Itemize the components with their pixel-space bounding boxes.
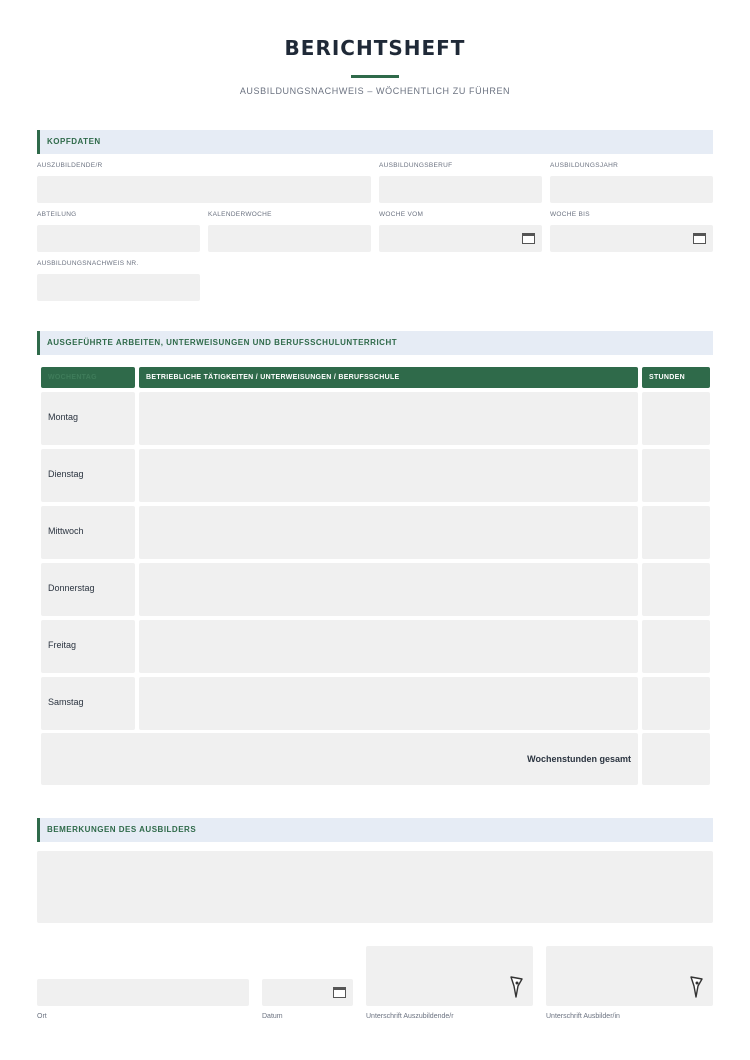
section-kopfdaten-title: KOPFDATEN [47, 137, 101, 146]
day-label: Freitag [48, 640, 77, 650]
field-nachweis-nr[interactable] [37, 274, 200, 301]
label-woche-vom: WOCHE VOM [379, 211, 424, 218]
column-header-wochentag-label: WOCHENTAG [48, 374, 97, 381]
day-label: Montag [48, 412, 79, 422]
signature-field-ausbilder[interactable] [546, 946, 713, 1006]
day-label: Dienstag [48, 469, 84, 479]
column-header-taetigkeiten [139, 367, 638, 388]
label-datum: Datum [262, 1013, 283, 1020]
pen-icon [689, 976, 703, 998]
label-kalenderwoche: KALENDERWOCHE [208, 211, 272, 218]
field-kalenderwoche[interactable] [208, 225, 371, 252]
activity-field-freitag[interactable] [139, 620, 638, 673]
day-cell-montag [41, 392, 135, 445]
total-hours-label: Wochenstunden gesamt [527, 754, 631, 764]
total-hours-field[interactable] [642, 733, 710, 785]
title-underline [351, 75, 399, 78]
label-ort: Ort [37, 1013, 47, 1020]
day-cell-freitag [41, 620, 135, 673]
field-woche-bis[interactable] [550, 225, 713, 252]
label-abteilung: ABTEILUNG [37, 211, 77, 218]
column-header-stunden [642, 367, 710, 388]
field-woche-vom[interactable] [379, 225, 542, 252]
hours-field-freitag[interactable] [642, 620, 710, 673]
calendar-icon[interactable] [693, 233, 706, 244]
day-cell-donnerstag [41, 563, 135, 616]
activity-field-samstag[interactable] [139, 677, 638, 730]
remarks-field[interactable] [37, 851, 713, 923]
day-cell-samstag [41, 677, 135, 730]
activity-field-donnerstag[interactable] [139, 563, 638, 616]
label-unterschrift-ausbilder: Unterschrift Ausbilder/in [546, 1013, 620, 1020]
calendar-icon[interactable] [333, 987, 346, 998]
field-ausbildungsjahr[interactable] [550, 176, 713, 203]
section-bemerkungen-title: BEMERKUNGEN DES AUSBILDERS [47, 825, 197, 834]
section-taetigkeiten [37, 331, 713, 355]
label-nachweis-nr: AUSBILDUNGSNACHWEIS NR. [37, 260, 139, 267]
label-unterschrift-auszubildende: Unterschrift Auszubildende/r [366, 1013, 454, 1020]
hours-field-samstag[interactable] [642, 677, 710, 730]
calendar-icon[interactable] [522, 233, 535, 244]
field-ausbildungsberuf[interactable] [379, 176, 542, 203]
activity-field-dienstag[interactable] [139, 449, 638, 502]
section-kopfdaten [37, 130, 713, 154]
column-header-taetigkeiten-label: BETRIEBLICHE TÄTIGKEITEN / UNTERWEISUNGEN / BERUFSSCHULE [146, 374, 400, 381]
label-woche-bis: WOCHE BIS [550, 211, 590, 218]
field-ort[interactable] [37, 979, 249, 1006]
section-taetigkeiten-title: AUSGEFÜHRTE ARBEITEN, UNTERWEISUNGEN UND BERUFSSCHULUNTERRICHT [47, 338, 398, 347]
total-row-label-cell [41, 733, 638, 785]
field-abteilung[interactable] [37, 225, 200, 252]
field-datum[interactable] [262, 979, 353, 1006]
day-cell-mittwoch [41, 506, 135, 559]
hours-field-dienstag[interactable] [642, 449, 710, 502]
day-cell-dienstag [41, 449, 135, 502]
section-bemerkungen [37, 818, 713, 842]
day-label: Mittwoch [48, 526, 84, 536]
day-label: Donnerstag [48, 583, 95, 593]
page-subtitle: AUSBILDUNGSNACHWEIS – WÖCHENTLICH ZU FÜHREN [239, 86, 511, 96]
hours-field-donnerstag[interactable] [642, 563, 710, 616]
column-header-stunden-label: STUNDEN [649, 374, 685, 381]
page-title: BERICHTSHEFT [284, 36, 466, 60]
signature-field-auszubildende[interactable] [366, 946, 533, 1006]
activity-field-montag[interactable] [139, 392, 638, 445]
label-auszubildende: AUSZUBILDENDE/R [37, 162, 103, 169]
label-ausbildungsjahr: AUSBILDUNGSJAHR [550, 162, 619, 169]
hours-field-mittwoch[interactable] [642, 506, 710, 559]
pen-icon [509, 976, 523, 998]
day-label: Samstag [48, 697, 84, 707]
field-auszubildende[interactable] [37, 176, 371, 203]
activity-field-mittwoch[interactable] [139, 506, 638, 559]
label-ausbildungsberuf: AUSBILDUNGSBERUF [379, 162, 453, 169]
column-header-wochentag [41, 367, 135, 388]
hours-field-montag[interactable] [642, 392, 710, 445]
